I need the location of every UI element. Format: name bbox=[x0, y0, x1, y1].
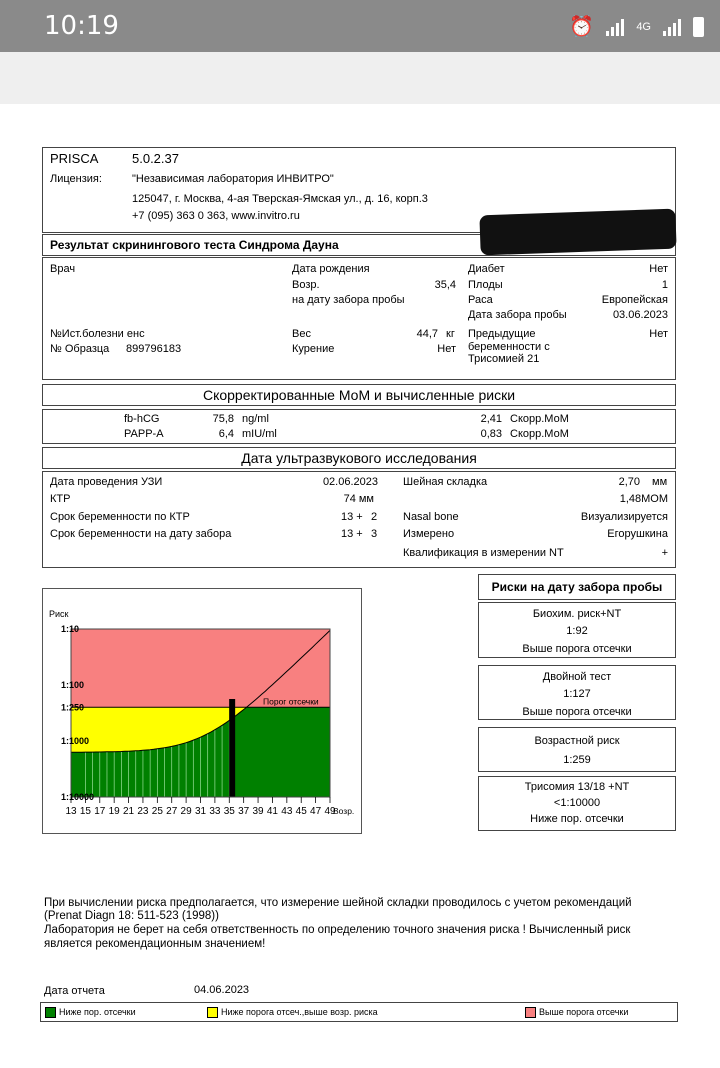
term-ktp-weeks: 13 + bbox=[341, 511, 363, 523]
x-tick-label: 13 bbox=[65, 806, 77, 817]
app-name: PRISCA bbox=[50, 151, 99, 166]
risk-biochem-value: 1:92 bbox=[566, 625, 588, 637]
license-line-1: "Независимая лаборатория ИНВИТРО" bbox=[132, 173, 334, 185]
risk-trisomy-note: Ниже пор. отсечки bbox=[530, 813, 624, 825]
app-toolbar bbox=[0, 52, 720, 104]
measured-label: Измерено bbox=[403, 528, 455, 540]
x-tick-label: 47 bbox=[310, 806, 322, 817]
fetuses-label: Плоды bbox=[468, 279, 503, 291]
x-tick-label: 25 bbox=[151, 806, 163, 817]
x-tick-label: 45 bbox=[295, 806, 307, 817]
legend-high: Выше порога отсечки bbox=[539, 1007, 629, 1017]
nt-unit: мм bbox=[652, 476, 668, 488]
risk-biochem-note: Выше порога отсечки bbox=[522, 643, 632, 655]
risk-trisomy-value: <1:10000 bbox=[553, 797, 601, 809]
smoking-label: Курение bbox=[292, 343, 335, 355]
mom-row-1-mom-unit: Скорр.МоМ bbox=[510, 413, 569, 425]
x-tick-label: 33 bbox=[209, 806, 221, 817]
sample-label: № Образца bbox=[50, 343, 110, 355]
legend-low: Ниже пор. отсечки bbox=[59, 1007, 136, 1017]
x-tick-label: 31 bbox=[194, 806, 207, 817]
legend-swatch-high bbox=[525, 1007, 536, 1018]
x-tick-label: 39 bbox=[252, 806, 264, 817]
mom-row-2-name: PAPP-A bbox=[124, 428, 164, 440]
term-sample-label: Срок беременности на дату забора bbox=[50, 528, 232, 540]
diabetes-value: Нет bbox=[649, 263, 668, 275]
x-tick-label: 21 bbox=[122, 806, 135, 817]
sample-date-value: 03.06.2023 bbox=[612, 309, 668, 321]
risk-age bbox=[478, 727, 676, 772]
x-tick-label: 41 bbox=[266, 806, 279, 817]
measured-value: Егорушкина bbox=[607, 528, 668, 540]
prev-label-2: беременности с bbox=[468, 341, 550, 353]
note-line-3: Лаборатория не берет на себя ответственность по определению точного значения риска ! Вычисленный риск bbox=[44, 924, 631, 936]
risks-title-box bbox=[478, 574, 676, 600]
chart-title: Риск bbox=[49, 609, 69, 619]
legend bbox=[40, 1002, 678, 1022]
risk-double-value: 1:127 bbox=[563, 688, 591, 700]
document bbox=[0, 104, 720, 1068]
prev-value: Нет bbox=[649, 328, 668, 340]
weight-value: 44,7 bbox=[416, 328, 438, 340]
risk-double-name: Двойной тест bbox=[542, 671, 612, 683]
x-tick-label: 17 bbox=[94, 806, 106, 817]
x-tick-label: 15 bbox=[79, 806, 91, 817]
term-sample-days: 3 bbox=[371, 528, 378, 540]
mom-title: Скорректированные МоМ и вычисленные риски bbox=[202, 387, 516, 403]
prev-label-1: Предыдущие bbox=[468, 328, 536, 340]
legend-swatch-mid bbox=[207, 1007, 218, 1018]
weight-unit: кг bbox=[446, 328, 455, 340]
status-bar bbox=[0, 0, 720, 52]
risk-age-name: Возрастной риск bbox=[534, 735, 620, 747]
note-line-2: (Prenat Diagn 18: 511-523 (1998)) bbox=[44, 910, 219, 922]
term-ktp-label: Срок беременности по КТР bbox=[50, 511, 190, 523]
license-line-3: +7 (095) 363 0 363, www.invitro.ru bbox=[132, 210, 300, 222]
x-tick-label: 23 bbox=[137, 806, 149, 817]
signal-icon-2 bbox=[661, 18, 683, 36]
mom-row-1-value: 75,8 bbox=[212, 413, 234, 425]
signal-icon bbox=[604, 18, 626, 36]
x-tick-label: 49 bbox=[324, 806, 336, 817]
y-tick-label: 1:1000 bbox=[61, 736, 90, 746]
license-line-2: 125047, г. Москва, 4-ая Тверская-Ямская ул., д. 16, корп.3 bbox=[132, 193, 428, 205]
sample-value: 899796183 bbox=[126, 343, 182, 355]
diabetes-label: Диабет bbox=[468, 263, 505, 275]
nasal-label: Nasal bone bbox=[403, 511, 459, 523]
risk-age-value: 1:259 bbox=[563, 754, 591, 766]
mom-row-1-name: fb-hCG bbox=[124, 413, 160, 425]
nt-label: Шейная складка bbox=[403, 476, 488, 488]
age-value: 35,4 bbox=[434, 279, 456, 291]
qual-label: Квалификация в измерении NT bbox=[403, 547, 564, 559]
qual-value: + bbox=[661, 547, 668, 559]
risk-double-note: Выше порога отсечки bbox=[522, 706, 632, 718]
age-sub-label: на дату забора пробы bbox=[292, 294, 405, 306]
risks-title: Риски на дату забора пробы bbox=[491, 580, 663, 594]
race-value: Европейская bbox=[601, 294, 668, 306]
y-tick-label: 1:100 bbox=[61, 680, 85, 690]
x-axis-label: Возр. bbox=[333, 806, 355, 816]
x-tick-label: 43 bbox=[281, 806, 293, 817]
y-tick-label: 1:250 bbox=[61, 702, 85, 713]
battery-icon bbox=[693, 17, 704, 37]
term-sample-weeks: 13 + bbox=[341, 528, 363, 540]
mom-row-2-mom: 0,83 bbox=[480, 428, 502, 440]
x-tick-label: 29 bbox=[180, 806, 192, 817]
x-tick-label: 35 bbox=[223, 806, 235, 817]
legend-mid: Ниже порога отсеч.,выше возр. риска bbox=[221, 1007, 378, 1017]
x-tick-label: 37 bbox=[238, 806, 250, 817]
nt-value: 2,70 bbox=[618, 476, 640, 488]
report-date-value: 04.06.2023 bbox=[194, 984, 250, 996]
risk-biochem-name: Биохим. риск+NT bbox=[532, 608, 622, 620]
y-tick-label: 1:10000 bbox=[61, 792, 95, 802]
report-date-label: Дата отчета bbox=[44, 985, 105, 997]
sample-date-label: Дата забора пробы bbox=[468, 309, 567, 321]
x-tick-label: 19 bbox=[108, 806, 120, 817]
x-tick-label: 27 bbox=[166, 806, 178, 817]
ktp-value: 74 мм bbox=[343, 493, 374, 505]
app-version: 5.0.2.37 bbox=[132, 151, 179, 166]
prev-label-3: Трисомией 21 bbox=[468, 353, 540, 365]
cutoff-label: Порог отсечки bbox=[263, 696, 319, 707]
race-label: Раса bbox=[468, 294, 493, 306]
mom-row-2-unit: mIU/ml bbox=[242, 428, 277, 440]
mom-row-2-mom-unit: Скорр.МоМ bbox=[510, 428, 569, 440]
status-icons bbox=[569, 14, 704, 39]
weight-label: Вес bbox=[292, 328, 311, 340]
term-ktp-days: 2 bbox=[371, 511, 378, 523]
case-label: №Ист.болезни енс bbox=[50, 328, 145, 340]
risk-biochem bbox=[478, 602, 676, 658]
clock: 10:19 bbox=[44, 11, 119, 41]
mom-row-1-unit: ng/ml bbox=[242, 413, 269, 425]
smoking-value: Нет bbox=[437, 343, 456, 355]
risk-chart-svg bbox=[43, 589, 361, 833]
patient-age-marker bbox=[229, 699, 235, 797]
nt-mom: 1,48МОМ bbox=[619, 493, 668, 505]
license-label: Лицензия: bbox=[50, 173, 102, 185]
fetuses-value: 1 bbox=[661, 279, 668, 291]
doctor-label: Врач bbox=[50, 263, 76, 275]
us-title: Дата ультразвукового исследования bbox=[241, 450, 477, 466]
redaction-mark bbox=[479, 209, 676, 256]
us-date-value: 02.06.2023 bbox=[322, 476, 378, 488]
nasal-value: Визуализируется bbox=[580, 511, 668, 523]
age-label: Возр. bbox=[292, 279, 320, 291]
birth-label: Дата рождения bbox=[292, 263, 370, 275]
y-tick-label: 1:10 bbox=[61, 624, 80, 634]
risk-double bbox=[478, 665, 676, 720]
page-title: Результат скринингового теста Синдрома Дауна bbox=[50, 238, 339, 252]
alarm-icon: ⏰ bbox=[569, 16, 595, 38]
note-line-4: является рекомендационным значением! bbox=[44, 938, 266, 950]
network-type: 4G bbox=[636, 20, 651, 33]
risk-trisomy-name: Трисомия 13/18 +NT bbox=[524, 781, 630, 793]
mom-row-2-value: 6,4 bbox=[218, 428, 234, 440]
note-line-1: При вычислении риска предполагается, что измерение шейной складки проводилось с учетом рекомендаций bbox=[44, 897, 632, 909]
ktp-label: КТР bbox=[50, 493, 71, 505]
mom-row-1-mom: 2,41 bbox=[480, 413, 502, 425]
legend-swatch-low bbox=[45, 1007, 56, 1018]
risk-chart bbox=[42, 588, 362, 834]
us-date-label: Дата проведения УЗИ bbox=[50, 476, 163, 488]
risk-trisomy13-18 bbox=[478, 776, 676, 831]
